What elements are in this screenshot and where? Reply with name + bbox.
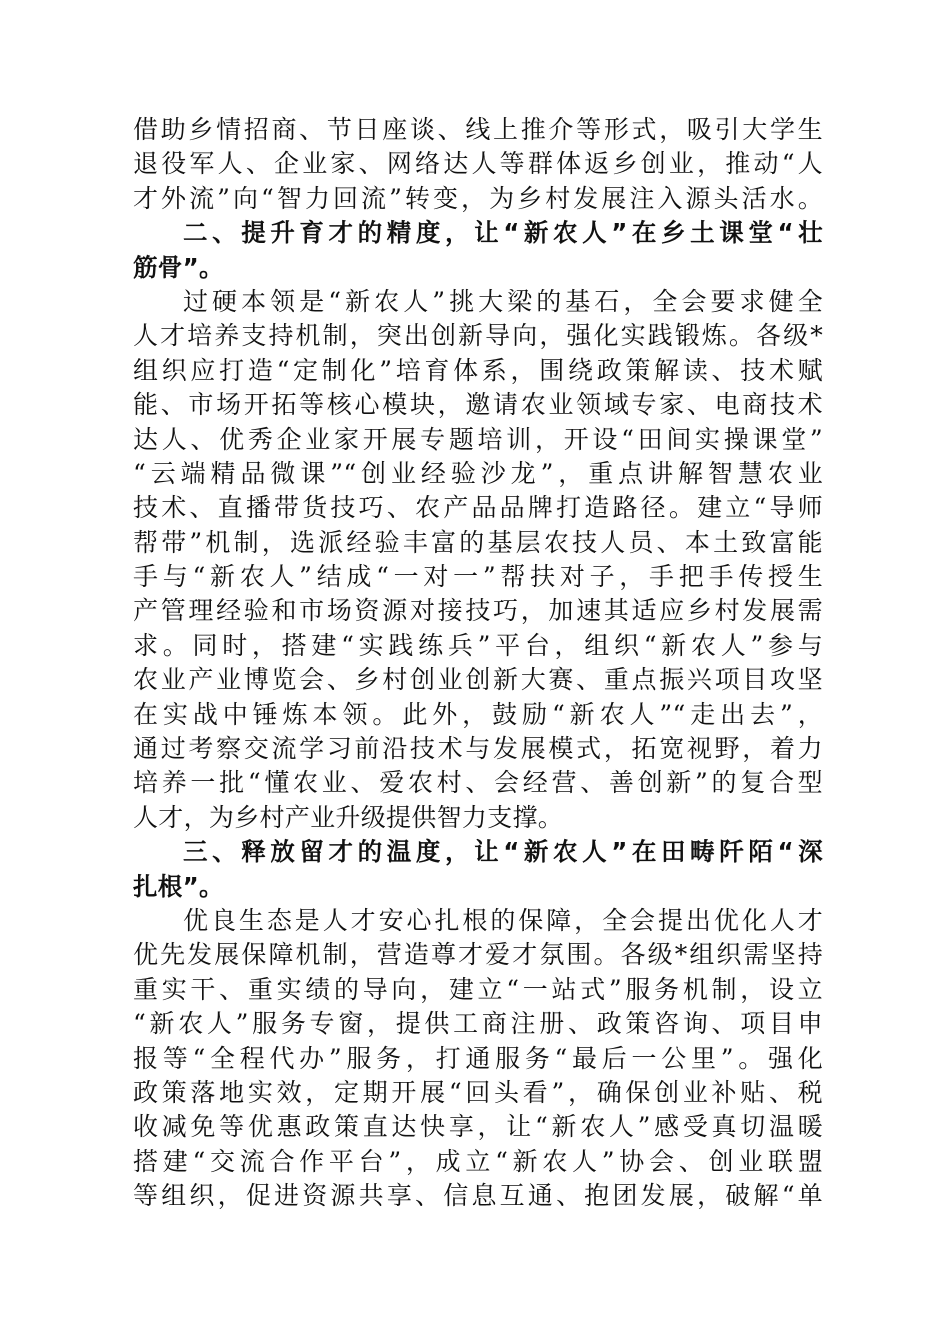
paragraph-3 [133, 904, 823, 1214]
text-line: 通过考察交流学习前沿技术与发展模式，拓宽视野，着力 [133, 734, 823, 764]
text-line: 收减免等优惠政策直达快享，让“新农人”感受真切温暖 [133, 1112, 823, 1142]
text-line: 报等“全程代办”服务，打通服务“最后一公里”。强化 [133, 1043, 823, 1073]
text-line: 培养一批“懂农业、爱农村、会经营、善创新”的复合型 [133, 768, 823, 798]
section-heading-2 [133, 216, 823, 285]
text-line: 组织应打造“定制化”培育体系，围绕政策解读、技术赋 [133, 355, 823, 385]
text-line: 才外流”向“智力回流”转变，为乡村发展注入源头活水。 [133, 183, 823, 213]
text-line: 达人、优秀企业家开展专题培训，开设“田间实操课堂” [133, 424, 823, 454]
text-line: 人才培养支持机制，突出创新导向，强化实践锻炼。各级* [133, 321, 823, 351]
text-line: 求。同时，搭建“实践练兵”平台，组织“新农人”参与 [133, 630, 823, 660]
text-line: 优良生态是人才安心扎根的保障，全会提出优化人才 [183, 905, 823, 935]
text-line: 帮带”机制，选派经验丰富的基层农技人员、本土致富能 [133, 527, 823, 557]
text-line: 能、市场开拓等核心模块，邀请农业领域专家、电商技术 [133, 390, 823, 420]
paragraph-1 [133, 113, 823, 216]
document-page [133, 113, 823, 1214]
heading-line: 三、释放留才的温度，让“新农人”在田畴阡陌“深 [183, 837, 823, 867]
heading-line: 筋骨”。 [133, 252, 224, 282]
text-line: “云端精品微课”“创业经验沙龙”，重点讲解智慧农业 [133, 458, 823, 488]
text-line: 手与“新农人”结成“一对一”帮扶对子，手把手传授生 [133, 562, 823, 592]
text-line: “新农人”服务专窗，提供工商注册、政策咨询、项目申 [133, 1009, 823, 1039]
text-line: 农业产业博览会、乡村创业创新大赛、重点振兴项目攻坚 [133, 665, 823, 695]
text-line: 在实战中锤炼本领。此外，鼓励“新农人”“走出去”， [133, 699, 823, 729]
text-line: 优先发展保障机制，营造尊才爱才氛围。各级*组织需坚持 [133, 940, 823, 970]
text-line: 等组织，促进资源共享、信息互通、抱团发展，破解“单 [133, 1181, 823, 1211]
text-line: 人才，为乡村产业升级提供智力支撑。 [133, 802, 564, 832]
text-line: 借助乡情招商、节日座谈、线上推介等形式，吸引大学生 [133, 115, 823, 144]
heading-line: 二、提升育才的精度，让“新农人”在乡土课堂“壮 [183, 218, 823, 248]
text-line: 重实干、重实绩的导向，建立“一站式”服务机制，设立 [133, 974, 823, 1004]
text-line: 产管理经验和市场资源对接技巧，加速其适应乡村发展需 [133, 596, 823, 626]
text-line: 搭建“交流合作平台”，成立“新农人”协会、创业联盟 [133, 1146, 823, 1176]
text-line: 过硬本领是“新农人”挑大梁的基石，全会要求健全 [183, 286, 823, 316]
paragraph-2 [133, 285, 823, 835]
text-line: 政策落地实效，定期开展“回头看”，确保创业补贴、税 [133, 1077, 823, 1107]
heading-line: 扎根”。 [133, 871, 224, 901]
text-line: 技术、直播带货技巧、农产品品牌打造路径。建立“导师 [133, 493, 823, 523]
text-line: 退役军人、企业家、网络达人等群体返乡创业，推动“人 [133, 149, 823, 179]
section-heading-3 [133, 835, 823, 904]
